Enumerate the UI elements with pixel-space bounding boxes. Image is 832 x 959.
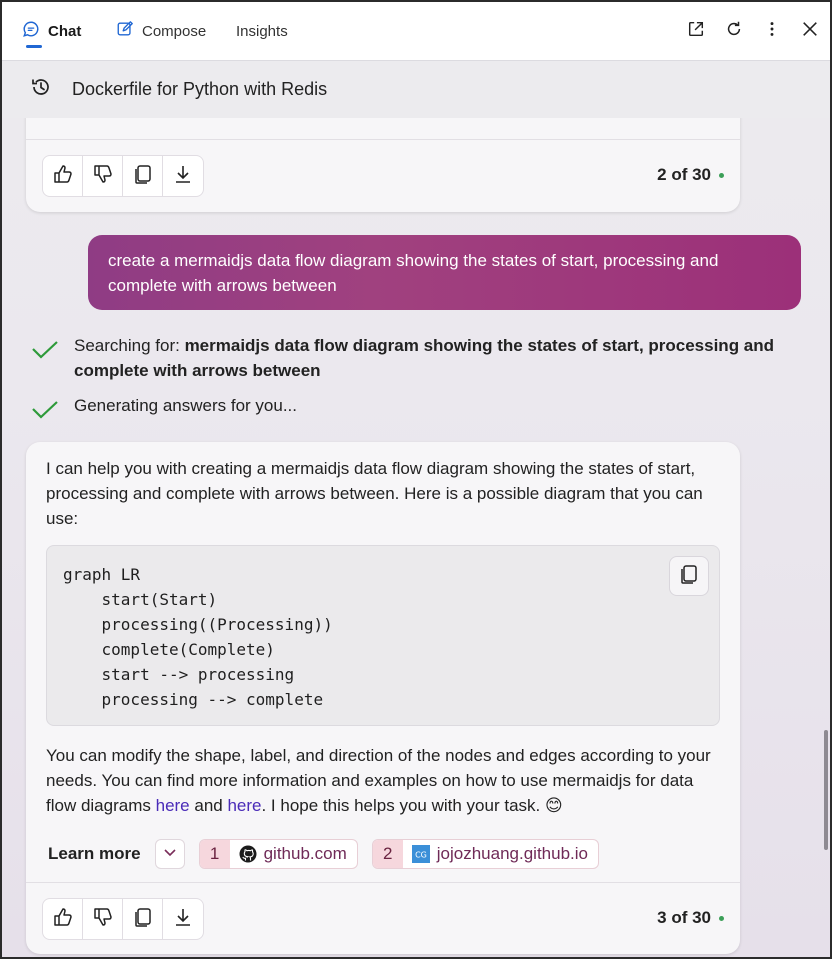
copy-button[interactable] bbox=[123, 899, 163, 939]
user-message-text: create a mermaidjs data flow diagram showing the states of start, processing and complete with arrows between bbox=[108, 251, 719, 295]
download-button[interactable] bbox=[163, 899, 203, 939]
outro-and: and bbox=[189, 796, 228, 815]
code-text: graph LR start(Start) processing((Processing)) complete(Complete) start --> processing processing --> complete bbox=[63, 565, 333, 709]
like-button[interactable] bbox=[43, 156, 83, 196]
search-query: mermaidjs data flow diagram showing the states of start, processing and complete with arrows between bbox=[74, 336, 775, 380]
status-dot bbox=[719, 173, 724, 178]
feedback-actions bbox=[42, 155, 204, 197]
check-icon bbox=[30, 333, 60, 383]
history-icon[interactable] bbox=[30, 76, 52, 103]
source-number: 2 bbox=[373, 840, 403, 868]
top-tab-bar bbox=[2, 2, 830, 60]
link-here-1[interactable]: here bbox=[155, 796, 190, 815]
response-counter bbox=[657, 908, 724, 928]
tab-chat[interactable] bbox=[2, 2, 96, 60]
more-button[interactable] bbox=[760, 19, 784, 43]
svg-text:CG: CG bbox=[414, 850, 427, 860]
answer-outro bbox=[46, 743, 726, 818]
response-counter bbox=[657, 165, 724, 185]
source-chip[interactable] bbox=[372, 839, 599, 869]
refresh-button[interactable] bbox=[722, 19, 746, 43]
site-favicon-icon bbox=[411, 844, 431, 864]
code-block bbox=[46, 545, 720, 726]
like-button[interactable] bbox=[43, 899, 83, 939]
open-external-button[interactable] bbox=[684, 19, 708, 43]
github-icon bbox=[238, 844, 258, 864]
thumbs-down-icon bbox=[92, 906, 114, 933]
chevron-down-icon bbox=[163, 845, 177, 864]
tab-compose[interactable] bbox=[96, 2, 218, 60]
compose-icon bbox=[116, 20, 134, 42]
link-here-2[interactable]: here bbox=[227, 796, 262, 815]
source-number: 1 bbox=[200, 840, 230, 868]
copy-icon bbox=[132, 163, 154, 190]
more-icon bbox=[763, 20, 781, 43]
counter-text: 2 of 30 bbox=[657, 165, 711, 184]
copy-icon bbox=[132, 906, 154, 933]
previous-answer-card bbox=[26, 118, 740, 212]
learn-more-row bbox=[48, 839, 599, 869]
feedback-actions bbox=[42, 898, 204, 940]
thumbs-up-icon bbox=[52, 163, 74, 190]
searching-text bbox=[74, 333, 790, 383]
counter-text: 3 of 30 bbox=[657, 908, 711, 927]
thumbs-up-icon bbox=[52, 906, 74, 933]
conversation-title-bar bbox=[2, 60, 830, 118]
card-divider bbox=[26, 882, 740, 883]
open-external-icon bbox=[687, 20, 705, 43]
dislike-button[interactable] bbox=[83, 899, 123, 939]
outro-end: . I hope this helps you with your task. 😊 bbox=[261, 796, 563, 815]
close-button[interactable] bbox=[798, 19, 822, 43]
source-domain: jojozhuang.github.io bbox=[436, 844, 588, 863]
copy-button[interactable] bbox=[123, 156, 163, 196]
chat-icon bbox=[22, 20, 40, 42]
user-message-bubble bbox=[88, 235, 801, 310]
answer-card bbox=[26, 442, 740, 954]
check-icon bbox=[30, 393, 60, 430]
learn-more-label: Learn more bbox=[48, 844, 141, 863]
card-divider bbox=[26, 139, 740, 140]
tab-compose-label: Compose bbox=[142, 22, 207, 40]
download-icon bbox=[172, 906, 194, 933]
scrollbar-thumb[interactable] bbox=[824, 730, 828, 850]
page-title: Dockerfile for Python with Redis bbox=[72, 79, 328, 99]
generating-status bbox=[30, 393, 297, 430]
download-button[interactable] bbox=[163, 156, 203, 196]
status-dot bbox=[719, 916, 724, 921]
refresh-icon bbox=[725, 20, 743, 43]
copy-icon bbox=[678, 563, 700, 590]
download-icon bbox=[172, 163, 194, 190]
searching-prefix: Searching for: bbox=[74, 336, 185, 355]
answer-intro: I can help you with creating a mermaidjs data flow diagram showing the states of start, processing and complete with arrows between. Here is a possible diagram that you can use: bbox=[46, 459, 703, 528]
copy-code-button[interactable] bbox=[669, 556, 709, 596]
close-icon bbox=[801, 20, 819, 43]
chat-scroll-area[interactable] bbox=[2, 118, 830, 959]
tab-chat-label: Chat bbox=[48, 22, 82, 40]
tab-insights-label: Insights bbox=[236, 22, 288, 40]
thumbs-down-icon bbox=[92, 163, 114, 190]
tab-insights[interactable] bbox=[218, 2, 288, 60]
generating-text: Generating answers for you... bbox=[74, 396, 298, 415]
learn-more-toggle[interactable] bbox=[155, 839, 185, 869]
searching-status bbox=[30, 333, 790, 383]
source-domain: github.com bbox=[263, 844, 347, 863]
source-chip[interactable] bbox=[199, 839, 358, 869]
window-actions bbox=[684, 2, 822, 60]
outro-text: You can modify the shape, label, and direction of the nodes and edges according to your needs. You can find more information and examples on how to use mermaidjs for data flow diagrams bbox=[46, 746, 711, 815]
dislike-button[interactable] bbox=[83, 156, 123, 196]
